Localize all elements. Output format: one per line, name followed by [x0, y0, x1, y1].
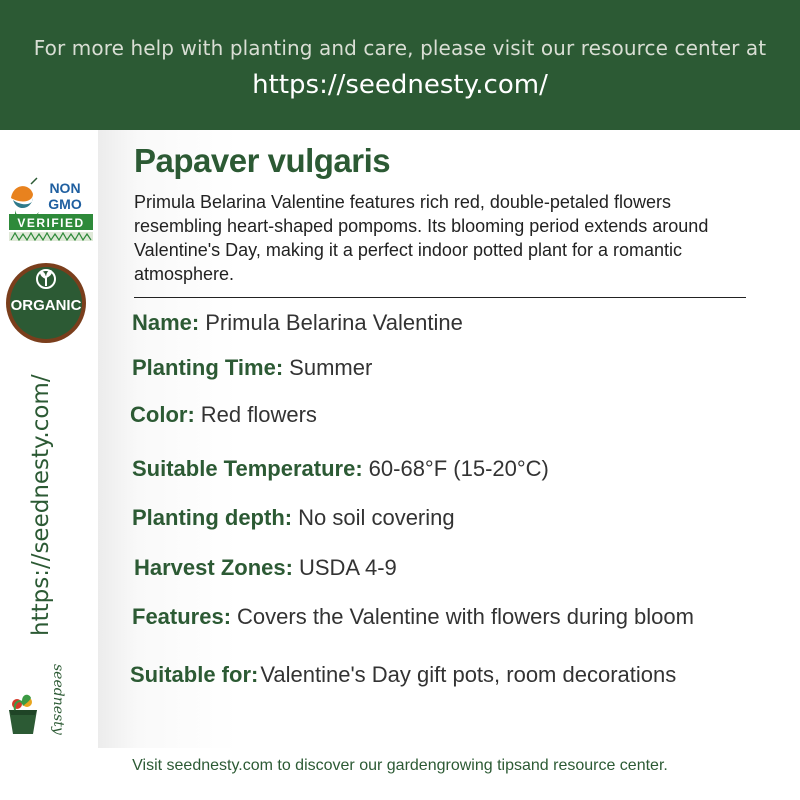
- field-value: No soil covering: [298, 505, 455, 530]
- field-label: Features:: [132, 604, 232, 629]
- banner-help-text: For more help with planting and care, please visit our resource center at: [33, 36, 767, 60]
- field-planting-depth: [132, 505, 455, 531]
- product-title: Papaver vulgaris: [134, 142, 391, 179]
- seednesty-logo-icon: [5, 690, 41, 736]
- field-label: Name:: [132, 310, 200, 335]
- field-color: [130, 402, 317, 428]
- grass-strip: [9, 232, 93, 241]
- field-harvest-zones: [134, 555, 397, 581]
- field-label: Planting depth:: [132, 505, 293, 530]
- field-name: [132, 310, 463, 336]
- field-value: Valentine's Day gift pots, room decorations: [260, 662, 677, 687]
- field-value: Summer: [289, 355, 373, 380]
- nongmo-text-non: NON: [49, 180, 81, 196]
- banner-url-link[interactable]: https://seednesty.com/: [252, 70, 548, 100]
- nongmo-text-gmo: GMO: [48, 196, 82, 212]
- field-value: Primula Belarina Valentine: [205, 310, 463, 335]
- field-features: [132, 604, 694, 630]
- organic-badge: [5, 262, 87, 344]
- non-gmo-badge: [7, 176, 94, 243]
- field-suitable-for: [130, 662, 676, 688]
- divider: [134, 297, 746, 298]
- field-label: Harvest Zones:: [134, 555, 293, 580]
- field-value: 60-68°F (15-20°C): [368, 456, 549, 481]
- field-label: Color:: [130, 402, 195, 427]
- field-label: Suitable Temperature:: [132, 456, 363, 481]
- seednesty-logo-text: seednesty: [50, 664, 66, 735]
- nongmo-text-verified: VERIFIED: [17, 216, 85, 230]
- field-label: Suitable for:: [130, 662, 259, 687]
- product-description: Primula Belarina Valentine features rich red, double-petaled flowers resembling heart-shaped pompoms. Its blooming period extends around Valentine's Day, making it a perfect indoor potted plant for a romantic atmosphere.: [134, 192, 709, 284]
- top-banner: [0, 0, 800, 130]
- organic-label: ORGANIC: [10, 297, 82, 314]
- field-value: USDA 4-9: [298, 555, 397, 580]
- vertical-url-link[interactable]: https://seednesty.com/: [28, 374, 54, 636]
- field-value: Red flowers: [200, 402, 317, 427]
- field-suitable-temperature: [132, 456, 549, 482]
- field-planting-time: [132, 355, 372, 381]
- footer-text: Visit seednesty.com to discover our gardengrowing tipsand resource center.: [132, 757, 668, 774]
- field-value: Covers the Valentine with flowers during bloom: [237, 604, 694, 629]
- field-label: Planting Time:: [132, 355, 284, 380]
